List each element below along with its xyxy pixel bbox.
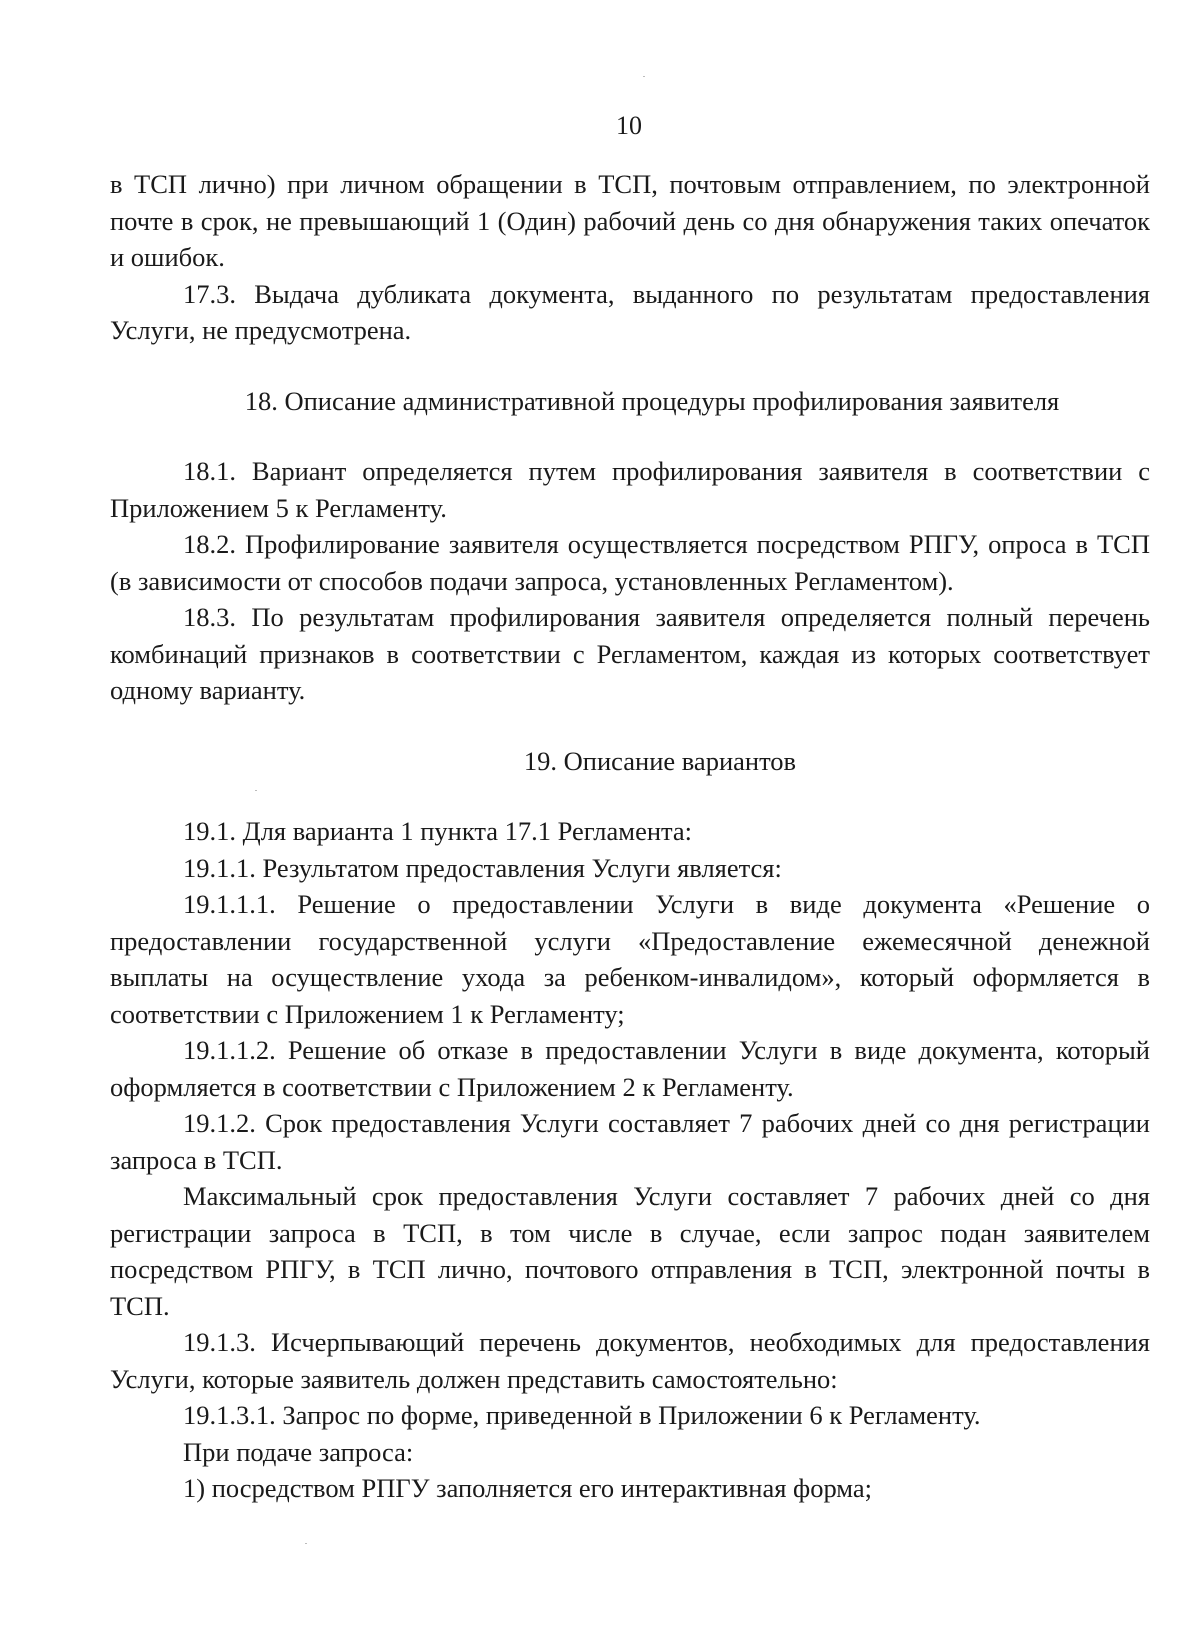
paragraph-19-1-1-1: 19.1.1.1. Решение о предоставлении Услуги в виде документа «Решение о предоставлении государственной услуги «Предоставление ежемесячной денежной выплаты на осуществление ухода за ребенком-инвалидом», который оформляется в соответствии с Приложением 1 к Регламенту; [110,889,1150,1029]
scan-speck [305,1543,307,1544]
section-heading-18: 18. Описание административной процедуры профилирования заявителя [244,385,1060,416]
paragraph-18-2: 18.2. Профилирование заявителя осуществляется посредством РПГУ, опроса в ТСП (в зависимости от способов подачи запроса, установленных Регламентом). [110,529,1150,596]
paragraph-19-1-3: 19.1.3. Исчерпывающий перечень документов, необходимых для предоставления Услуги, которые заявитель должен представить самостоятельно: [110,1327,1150,1394]
scan-speck [255,790,257,791]
paragraph-19-1-1: 19.1.1. Результатом предоставления Услуги является: [183,852,782,883]
paragraph-continuation: в ТСП лично) при личном обращении в ТСП, почтовым отправлением, по электронной почте в срок, не превышающий 1 (Один) рабочий день со дня обнаружения таких опечаток и ошибок. [110,169,1150,272]
paragraph-19-1-2: 19.1.2. Срок предоставления Услуги составляет 7 рабочих дней со дня регистрации запроса в ТСП. [110,1108,1150,1175]
paragraph-19-1-3-1: 19.1.3.1. Запрос по форме, приведенной в Приложении 6 к Регламенту. [183,1400,981,1430]
paragraph-request-submission: При подаче запроса: [183,1436,414,1467]
page-number: 10 [616,111,642,140]
section-heading-19: 19. Описание вариантов [523,745,797,776]
list-item-1: 1) посредством РПГУ заполняется его интерактивная форма; [183,1473,872,1503]
scan-speck [643,76,645,77]
paragraph-max-term: Максимальный срок предоставления Услуги составляет 7 рабочих дней со дня регистрации запроса в ТСП, в том числе в случае, если запрос подан заявителем посредством РПГУ, в ТСП лично, почтового отправления в ТСП, электронной почты в ТСП. [110,1181,1150,1321]
paragraph-18-1: 18.1. Вариант определяется путем профилирования заявителя в соответствии с Приложением 5 к Регламенту. [110,456,1150,523]
paragraph-19-1-1-2: 19.1.1.2. Решение об отказе в предоставлении Услуги в виде документа, который оформляется в соответствии с Приложением 2 к Регламенту. [110,1035,1150,1102]
paragraph-18-3: 18.3. По результатам профилирования заявителя определяется полный перечень комбинаций признаков в соответствии с Регламентом, каждая из которых соответствует одному варианту. [110,602,1150,705]
paragraph-17-3: 17.3. Выдача дубликата документа, выданного по результатам предоставления Услуги, не предусмотрена. [110,278,1150,345]
paragraph-19-1: 19.1. Для варианта 1 пункта 17.1 Регламента: [183,816,693,846]
document-body [110,166,1150,1507]
